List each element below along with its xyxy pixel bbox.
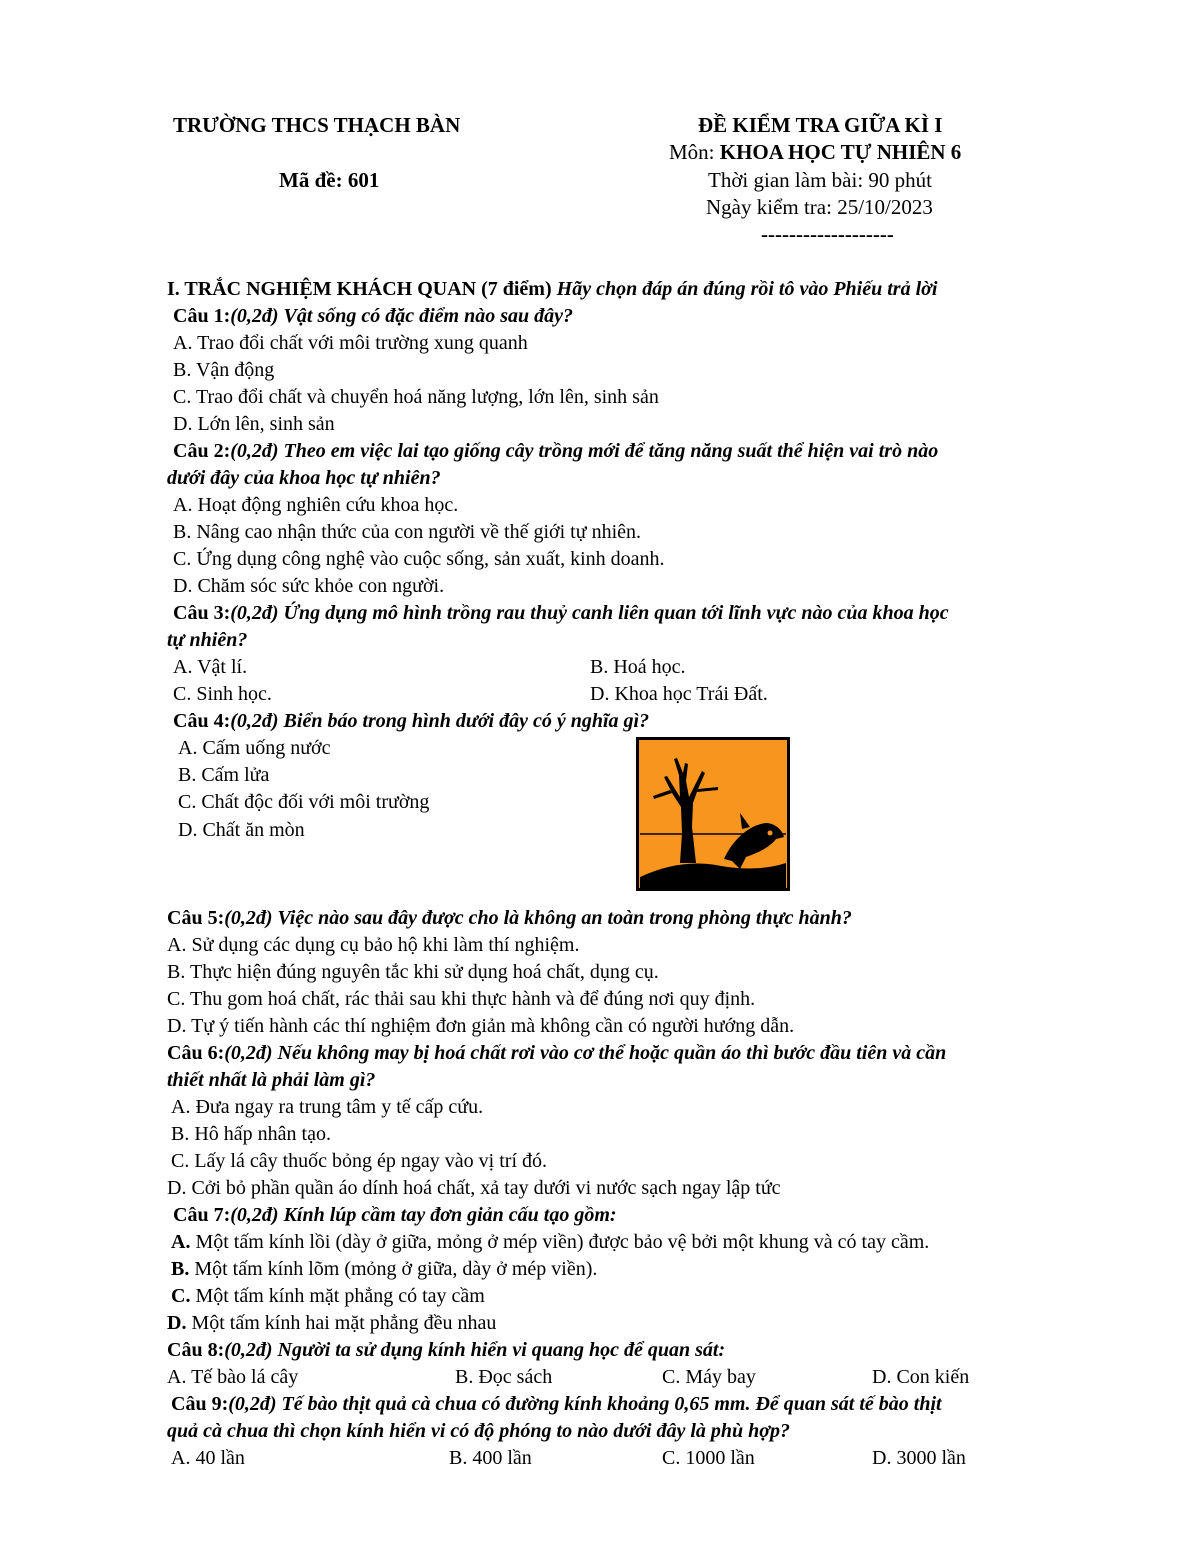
- q2-option-c: C. Ứng dụng công nghệ vào cuộc sống, sản xuất, kinh doanh.: [173, 548, 665, 570]
- question-3: Câu 3:(0,2đ) Ứng dụng mô hình trồng rau thuỷ canh liên quan tới lĩnh vực nào của khoa học: [173, 602, 949, 624]
- question-4: Câu 4:(0,2đ) Biển báo trong hình dưới đây có ý nghĩa gì?: [173, 710, 650, 732]
- q6-option-d: D. Cởi bỏ phần quần áo dính hoá chất, xả tay dưới vi nước sạch ngay lập tức: [167, 1177, 781, 1199]
- question-3-cont: tự nhiên?: [167, 629, 248, 651]
- question-9-cont: quả cà chua thì chọn kính hiển vi có độ phóng to nào dưới đây là phù hợp?: [167, 1420, 791, 1442]
- q4-option-c: C. Chất độc đối với môi trường: [178, 791, 430, 813]
- question-9: Câu 9:(0,2đ) Tế bào thịt quả cà chua có đường kính khoảng 0,65 mm. Để quan sát tế bào thịt: [171, 1393, 942, 1415]
- q3-option-c: C. Sinh học.: [173, 683, 272, 705]
- q9-option-b: B. 400 lần: [449, 1447, 532, 1469]
- q9-option-c: C. 1000 lần: [662, 1447, 755, 1469]
- q8-option-b: B. Đọc sách: [455, 1366, 553, 1388]
- question-2: Câu 2:(0,2đ) Theo em việc lai tạo giống cây trồng mới để tăng năng suất thể hiện vai trò nào: [173, 440, 939, 462]
- q1-option-d: D. Lớn lên, sinh sản: [173, 413, 335, 435]
- question-1: Câu 1:(0,2đ) Vật sống có đặc điểm nào sau đây?: [173, 305, 574, 327]
- duration: Thời gian làm bài: 90 phút: [708, 168, 932, 192]
- q7-option-d: D. Một tấm kính hai mặt phẳng đều nhau: [167, 1312, 497, 1334]
- school-name: TRƯỜNG THCS THẠCH BÀN: [173, 113, 461, 137]
- question-2-cont: dưới đây của khoa học tự nhiên?: [167, 467, 441, 489]
- q9-option-d: D. 3000 lần: [872, 1447, 966, 1469]
- q3-option-a: A. Vật lí.: [173, 656, 248, 678]
- exam-title: ĐỀ KIỂM TRA GIỮA KÌ I: [698, 113, 943, 137]
- exam-date: Ngày kiểm tra: 25/10/2023: [706, 195, 933, 219]
- question-8: Câu 8:(0,2đ) Người ta sử dụng kính hiển vi quang học để quan sát:: [167, 1339, 726, 1361]
- q6-option-b: B. Hô hấp nhân tạo.: [171, 1123, 331, 1145]
- q8-option-c: C. Máy bay: [662, 1366, 756, 1388]
- question-6-cont: thiết nhất là phải làm gì?: [167, 1069, 376, 1091]
- q8-option-d: D. Con kiến: [872, 1366, 970, 1388]
- q6-option-a: A. Đưa ngay ra trung tâm y tế cấp cứu.: [171, 1096, 484, 1118]
- exam-code: Mã đề: 601: [279, 168, 380, 192]
- q4-option-b: B. Cấm lửa: [178, 764, 270, 786]
- q1-option-c: C. Trao đổi chất và chuyển hoá năng lượng, lớn lên, sinh sản: [173, 386, 659, 408]
- q2-option-d: D. Chăm sóc sức khỏe con người.: [173, 575, 445, 597]
- q1-option-b: B. Vận động: [173, 359, 275, 381]
- q7-option-c: C. Một tấm kính mặt phẳng có tay cầm: [171, 1285, 485, 1307]
- q5-option-c: C. Thu gom hoá chất, rác thải sau khi thực hành và để đúng nơi quy định.: [167, 988, 756, 1010]
- question-6: Câu 6:(0,2đ) Nếu không may bị hoá chất rơi vào cơ thể hoặc quần áo thì bước đầu tiên và cần: [167, 1042, 947, 1064]
- q9-option-a: A. 40 lần: [171, 1447, 245, 1469]
- q4-option-d: D. Chất ăn mòn: [178, 819, 305, 841]
- q7-option-b: B. Một tấm kính lõm (mỏng ở giữa, dày ở mép viền).: [171, 1258, 598, 1280]
- q3-option-b: B. Hoá học.: [590, 656, 686, 678]
- q6-option-c: C. Lấy lá cây thuốc bỏng ép ngay vào vị trí đó.: [171, 1150, 548, 1172]
- environmental-hazard-icon: [636, 737, 790, 891]
- q1-option-a: A. Trao đổi chất với môi trường xung quanh: [173, 332, 528, 354]
- q2-option-a: A. Hoạt động nghiên cứu khoa học.: [173, 494, 459, 516]
- q5-option-d: D. Tự ý tiến hành các thí nghiệm đơn giản mà không cần có người hướng dẫn.: [167, 1015, 795, 1037]
- section-title: I. TRẮC NGHIỆM KHÁCH QUAN (7 điểm) Hãy chọn đáp án đúng rồi tô vào Phiếu trả lời: [167, 278, 938, 300]
- q5-option-b: B. Thực hiện đúng nguyên tắc khi sử dụng hoá chất, dụng cụ.: [167, 961, 659, 983]
- q2-option-b: B. Nâng cao nhận thức của con người về thế giới tự nhiên.: [173, 521, 641, 543]
- q3-option-d: D. Khoa học Trái Đất.: [590, 683, 768, 705]
- q7-option-a: A. Một tấm kính lồi (dày ở giữa, mỏng ở mép viền) được bảo vệ bởi một khung và có tay cầm.: [171, 1231, 930, 1253]
- subject: Môn: KHOA HỌC TỰ NHIÊN 6: [669, 140, 962, 164]
- q4-option-a: A. Cấm uống nước: [178, 737, 331, 759]
- question-7: Câu 7:(0,2đ) Kính lúp cầm tay đơn giản cấu tạo gồm:: [173, 1204, 617, 1226]
- q5-option-a: A. Sử dụng các dụng cụ bảo hộ khi làm thí nghiệm.: [167, 934, 580, 956]
- q8-option-a: A. Tế bào lá cây: [167, 1366, 299, 1388]
- header-divider: -------------------: [761, 222, 894, 246]
- question-5: Câu 5:(0,2đ) Việc nào sau đây được cho là không an toàn trong phòng thực hành?: [167, 907, 852, 929]
